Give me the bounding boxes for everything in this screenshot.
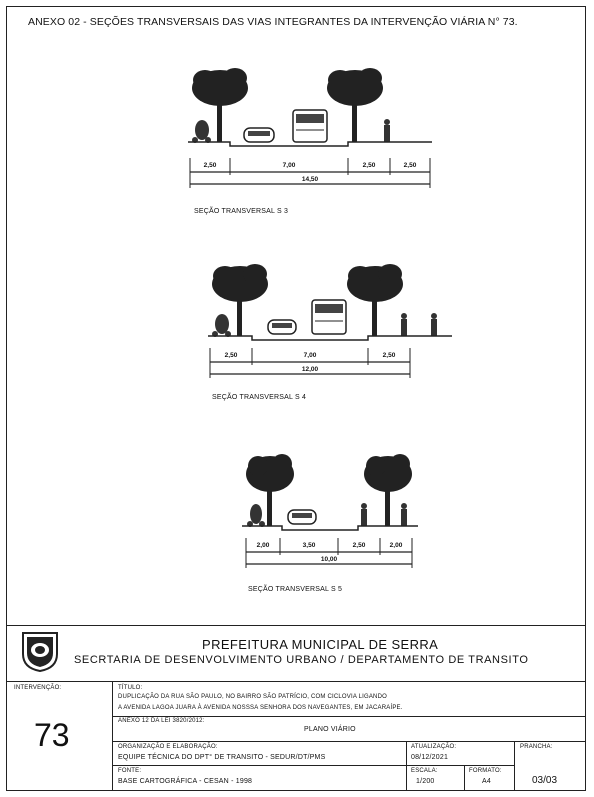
escala-label: ESCALA:	[411, 768, 438, 774]
intervencao-label: INTERVENÇÃO:	[14, 685, 62, 691]
fonte-value: BASE CARTOGRÁFICA - CESAN - 1998	[118, 778, 253, 785]
cross-section-s4	[200, 254, 460, 414]
cross-section-s5-drawing	[236, 440, 426, 600]
dimension-label: 2,00	[256, 542, 270, 549]
titulo-line-2: A AVENIDA LAGOA JUARA À AVENIDA NOSSSA SENHORA DOS NAVEGANTES, EM JACARAÍPE.	[118, 705, 403, 711]
pedestrian-icon	[431, 313, 437, 336]
dimension-total: 10,00	[320, 556, 338, 563]
dimension-total: 12,00	[301, 366, 319, 373]
dimension-label: 2,50	[203, 162, 217, 169]
dimension-label: 2,50	[362, 162, 376, 169]
tree-icon	[327, 68, 383, 142]
cross-section-s3	[180, 60, 440, 230]
formato-label: FORMATO:	[469, 768, 502, 774]
dimension-label: 3,50	[302, 542, 316, 549]
dimension-label: 2,00	[389, 542, 403, 549]
dimension-total: 14,50	[301, 176, 319, 183]
cross-section-s4-drawing	[200, 254, 460, 414]
bus-icon	[293, 110, 327, 142]
title-block	[6, 625, 586, 791]
dimension-label: 7,00	[303, 352, 317, 359]
cyclist-icon	[212, 314, 231, 337]
department-name: SECRTARIA DE DESENVOLVIMENTO URBANO / DEPARTAMENTO DE TRANSITO	[74, 654, 529, 666]
pedestrian-icon	[384, 119, 390, 142]
fonte-label: FONTE:	[118, 768, 142, 774]
dimension-label: 2,50	[352, 542, 366, 549]
car-icon	[268, 320, 296, 334]
dimension-label: 2,50	[403, 162, 417, 169]
section-caption: SEÇÃO TRANSVERSAL S 4	[212, 394, 307, 401]
intervencao-value: 73	[34, 717, 70, 753]
cyclist-icon	[247, 504, 265, 527]
organizacao-label: ORGANIZAÇÃO E ELABORAÇÃO:	[118, 744, 218, 750]
atualizacao-label: ATUALIZAÇÃO:	[411, 744, 457, 750]
section-caption: SEÇÃO TRANSVERSAL S 5	[248, 586, 343, 593]
bus-icon	[312, 300, 346, 334]
organization-name: PREFEITURA MUNICIPAL DE SERRA	[202, 637, 439, 652]
cross-section-s3-drawing	[180, 60, 440, 230]
titulo-label: TÍTULO:	[118, 685, 143, 691]
page-heading: ANEXO 02 - SEÇÕES TRANSVERSAIS DAS VIAS INTEGRANTES DA INTERVENÇÃO VIÁRIA N° 73.	[28, 16, 518, 28]
formato-value: A4	[482, 778, 491, 785]
car-icon	[244, 128, 274, 142]
anexo-value: PLANO VIÁRIO	[304, 726, 356, 733]
organizacao-value: EQUIPE TÉCNICA DO DPT° DE TRANSITO - SEDUR/DT/PMS	[118, 754, 326, 761]
pedestrian-icon	[401, 313, 407, 336]
prancha-value: 03/03	[532, 775, 558, 786]
car-icon	[288, 510, 316, 524]
section-caption: SEÇÃO TRANSVERSAL S 3	[194, 208, 289, 215]
prancha-label: PRANCHA:	[520, 744, 553, 750]
atualizacao-value: 08/12/2021	[411, 754, 449, 761]
ground-line	[242, 526, 418, 530]
dimension-label: 2,50	[382, 352, 396, 359]
ground-line	[208, 336, 452, 340]
pedestrian-icon	[401, 503, 407, 526]
dimension-label: 7,00	[282, 162, 296, 169]
dimension-label: 2,50	[224, 352, 238, 359]
titulo-line-1: DUPLICAÇÃO DA RUA SÃO PAULO, NO BAIRRO SÃO PATRÍCIO, COM CICLOVIA LIGANDO	[118, 694, 387, 700]
escala-value: 1/200	[416, 778, 435, 785]
cyclist-icon	[192, 120, 211, 143]
cross-section-s5	[236, 440, 426, 600]
anexo-label: ANEXO 12 DA LEI 3820/2012:	[118, 718, 205, 724]
tree-icon	[347, 264, 403, 336]
municipal-coat-of-arms	[20, 630, 60, 672]
pedestrian-icon	[361, 503, 367, 526]
